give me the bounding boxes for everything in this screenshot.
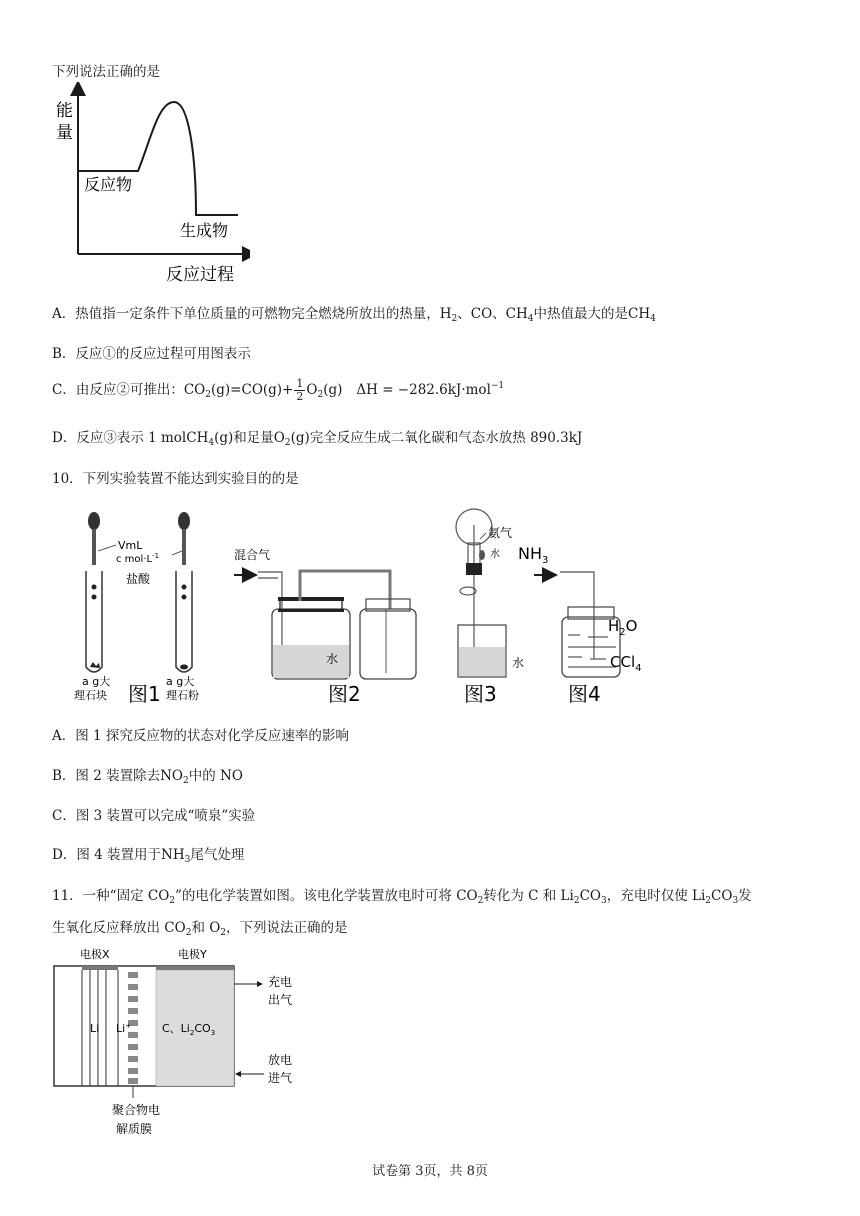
formula-co2-sub: 2: [205, 390, 211, 400]
fig3-label: 图3: [464, 682, 497, 706]
tube1-label-top: a g大: [82, 675, 111, 688]
equation-mid: =CO(g)+: [230, 382, 294, 398]
energy-curve: [78, 102, 238, 215]
marble-powder: [180, 665, 188, 670]
q11-stem-line1: 11．一种“固定 $CO_2$”的电化学装置如图。该电化学装置放电时可将 $CO_2$转化为 C 和 $Li_2CO_3$，充电时仅使 $Li_2CO_3$发: [52, 888, 752, 906]
h2o-label: $H_2O$: [608, 617, 638, 638]
fig1-dropper-2: [178, 512, 190, 565]
option-d-mid: 和足量: [233, 430, 274, 446]
water-label-fig3: 水: [512, 656, 525, 670]
ammonia-label: 氨气: [488, 526, 513, 540]
option-b: B．反应①的反应过程可用图表示: [52, 346, 251, 362]
option-a-text: A．热值指一定条件下单位质量的可燃物完全燃烧所放出的热量，: [52, 306, 440, 322]
electrode-y-plate: [156, 966, 234, 970]
fraction-denominator: 2: [296, 390, 304, 403]
q10-option-d: [52, 843, 244, 865]
ccl4-label: CCl$_4$: [610, 653, 642, 674]
outgas-label: 出气: [268, 993, 293, 1007]
discharge-label: 放电: [268, 1053, 293, 1067]
page-footer: 试卷第 3页，共 8页: [372, 1164, 488, 1179]
marble-chunk: [90, 662, 100, 668]
state-g-2: (g): [323, 382, 343, 398]
enthalpy-unit-sup: −1: [490, 381, 505, 391]
fig1-label: 图1: [128, 682, 161, 706]
cathode-material-label: C、$Li_2CO_3$: [162, 1022, 216, 1037]
q10-option-b-text: B．图 2 装置除去: [52, 768, 161, 784]
option-a-sep: 、CO、: [457, 306, 506, 322]
water-label-fig2: 水: [326, 652, 339, 666]
fraction-half: [294, 378, 305, 403]
reaction-process-label: 反应过程: [166, 265, 234, 285]
electrode-x-label: 电极X: [80, 948, 110, 961]
formula-ch4-b: CH: [628, 306, 651, 322]
energy-axis-label-1: 能: [56, 101, 73, 121]
concentration-label: c $mol\cdot L^{-1}$: [116, 552, 160, 565]
nh3-label: $NH_3$: [518, 544, 549, 566]
volume-label: VmL: [118, 539, 143, 552]
formula-no2-sub: 2: [182, 776, 189, 786]
ingas-label: 进气: [268, 1071, 293, 1085]
electrochemical-device-diagram: [50, 944, 320, 1144]
tube2-label-top: a g大: [166, 675, 195, 688]
option-a-mid: 中热值最大的是: [533, 306, 629, 322]
q11-stem-line2: 生氧化反应释放出 $CO_2$和 $O_2$，下列说法正确的是: [52, 920, 348, 938]
membrane-label-2: 解质膜: [116, 1122, 153, 1136]
q10-option-b: [52, 764, 243, 786]
fig2-inlet-tube: [258, 572, 282, 655]
q10-apparatus-figure: [60, 505, 660, 710]
mixed-gas-label: 混合气: [234, 548, 271, 562]
formula-ch4-d-sub: 4: [208, 438, 215, 448]
formula-o2-d: O: [273, 430, 285, 446]
q10-option-d-text: D．图 4 装置用于: [52, 847, 161, 863]
formula-h2: H: [439, 306, 452, 322]
reactant-label: 反应物: [84, 175, 133, 194]
option-d-suffix: 完全反应生成二氧化碳和气态水放热 890.3kJ: [309, 430, 583, 446]
fig2-label: 图2: [328, 682, 361, 706]
fig1-dropper-1: [88, 512, 100, 565]
q10-option-b-suffix: 中的 NO: [188, 768, 243, 784]
liquid-layers: [568, 635, 616, 667]
formula-ch4-d: CH: [186, 430, 209, 446]
state-g-d2: (g): [290, 430, 310, 446]
lithium-layers: [82, 970, 118, 1086]
formula-ch4-b-sub: 4: [650, 314, 656, 324]
energy-profile-diagram: [50, 82, 250, 287]
q10-option-c: C．图 3 装置可以完成“喷泉”实验: [52, 808, 256, 824]
electrode-x-plate: [82, 966, 118, 970]
fig4-inlet-tube: [560, 572, 594, 659]
formula-nh3-sub: 3: [184, 855, 191, 865]
option-a: [52, 302, 656, 324]
hydrochloric-acid-label: 盐酸: [126, 572, 151, 586]
fig2-connecting-tube: [300, 571, 390, 609]
formula-nh3: NH: [161, 847, 185, 863]
electrode-y-label: 电极Y: [178, 948, 207, 961]
rubber-stopper: [466, 563, 482, 575]
energy-axis-label-2: 量: [56, 123, 73, 143]
state-g: (g): [210, 382, 231, 398]
option-d: [52, 426, 582, 448]
intro-text: 下列说法正确的是: [52, 64, 160, 80]
fraction-numerator: 1: [296, 377, 304, 390]
option-c-text: C．由反应②可推出：: [52, 382, 184, 398]
formula-no2: NO: [160, 768, 183, 784]
product-label: 生成物: [180, 221, 229, 240]
formula-o2-sub: 2: [317, 390, 324, 400]
formula-ch4-sub: 4: [527, 314, 534, 324]
q10-option-a: A．图 1 探究反应物的状态对化学反应速率的影响: [52, 728, 349, 744]
water-drop-label: 水: [490, 549, 500, 560]
option-c: [52, 378, 504, 403]
q10-stem: 10．下列实验装置不能达到实验目的的是: [52, 471, 299, 487]
li-ion-label: Li+: [116, 1022, 132, 1035]
fig4-label: 图4: [568, 682, 601, 706]
charge-label: 充电: [268, 975, 293, 989]
membrane-label-1: 聚合物电: [112, 1103, 161, 1117]
tube2-label-bottom: 理石粉: [166, 689, 199, 702]
second-bottle: [360, 609, 416, 679]
li-label: Li: [90, 1022, 100, 1035]
formula-h2-sub: 2: [451, 314, 458, 324]
formula-o2: O: [306, 382, 318, 398]
enthalpy-change: ΔH = −282.6kJ·mol: [356, 382, 491, 398]
q10-option-d-suffix: 尾气处理: [190, 847, 245, 863]
option-d-text: D．反应③表示 1 mol: [52, 430, 187, 446]
formula-co2: CO: [183, 382, 206, 398]
formula-ch4: CH: [505, 306, 528, 322]
tube1-label-bottom: 理石块: [74, 689, 107, 702]
formula-o2-d-sub: 2: [284, 438, 291, 448]
state-g-d: (g): [214, 430, 234, 446]
